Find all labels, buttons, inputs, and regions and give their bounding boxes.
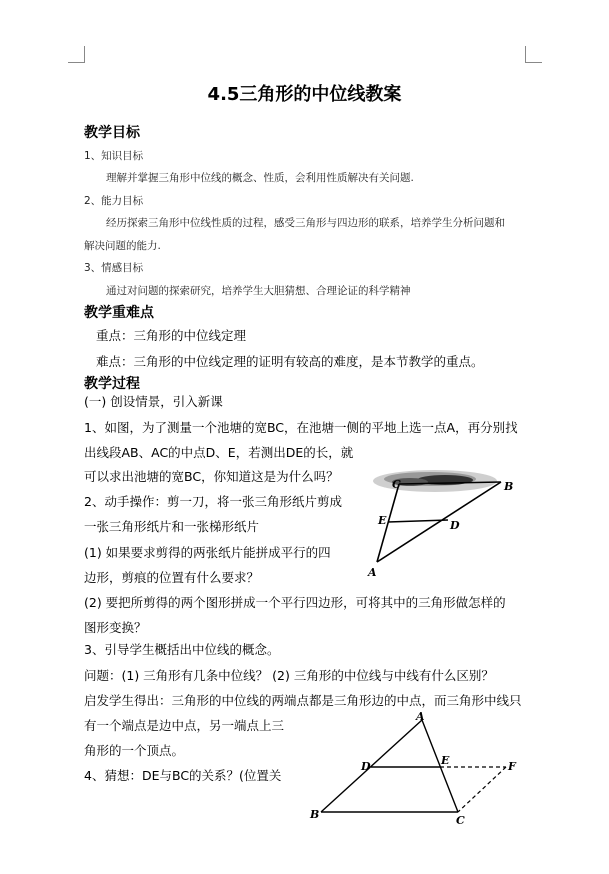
page-corner-mark-top-left (68, 46, 85, 63)
item2-q2-line1: (2) 要把所剪得的两个图形拼成一个平行四边形，可将其中的三角形做怎样的 (84, 595, 506, 610)
guide-line2: 有一个端点是边中点，另一端点上三 (84, 718, 285, 733)
guide-line1: 启发学生得出：三角形的中位线的两端点都是三角形边的中点，而三角形中线只 (84, 693, 522, 708)
segment-ab (321, 720, 422, 812)
label-d: D (361, 760, 371, 773)
item1-line1: 1、如图，为了测量一个池塘的宽BC，在池塘一侧的平地上选一点A，再分别找 (84, 420, 518, 435)
goal3-text: 通过对问题的探索研究，培养学生大胆猜想、合理论证的科学精神 (106, 285, 411, 297)
page-corner-mark-top-right (525, 46, 542, 63)
midline-triangle-figure (305, 710, 530, 825)
guide-line3: 角形的一个顶点。 (84, 743, 185, 758)
key-points-heading: 教学重难点 (84, 305, 154, 321)
segment-fc-dashed (458, 767, 506, 812)
label-b: B (310, 808, 320, 821)
pond-triangle-figure (360, 462, 530, 580)
label-c: C (392, 478, 401, 491)
label-b: B (504, 480, 514, 493)
segment-ac (422, 720, 458, 812)
item4: 4、猜想：DE与BC的关系？(位置关 (84, 768, 282, 783)
goal2-text-line2: 解决问题的能力. (84, 240, 161, 252)
label-c: C (456, 814, 465, 825)
goal3-label: 3、情感目标 (84, 262, 144, 274)
goal2-label: 2、能力目标 (84, 195, 144, 207)
item3: 3、引导学生概括出中位线的概念。 (84, 642, 280, 657)
question-line: 问题：(1) 三角形有几条中位线？ (2) 三角形的中位线与中线有什么区别？ (84, 668, 494, 683)
difficult-point: 难点：三角形的中位线定理的证明有较高的难度，是本节教学的重点。 (96, 354, 484, 369)
goal1-text: 理解并掌握三角形中位线的概念、性质，会利用性质解决有关问题. (106, 172, 414, 184)
label-e: E (378, 514, 387, 527)
item1-line2: 出线段AB、AC的中点D、E，若测出DE的长，就 (84, 445, 354, 460)
key-point: 重点：三角形的中位线定理 (96, 328, 247, 343)
label-e: E (441, 754, 450, 767)
item2-q2-line2: 图形变换？ (84, 620, 147, 635)
process-subheading: (一) 创设情景，引入新课 (84, 394, 223, 409)
goals-heading: 教学目标 (84, 125, 140, 141)
item2-q1-line1: (1) 如果要求剪得的两张纸片能拼成平行的四 (84, 545, 331, 560)
page-title: 4.5三角形的中位线教案 (207, 84, 402, 105)
process-heading: 教学过程 (84, 376, 140, 392)
item1-line3: 可以求出池塘的宽BC，你知道这是为什么吗？ (84, 469, 339, 484)
label-f: F (508, 760, 516, 773)
label-d: D (450, 519, 460, 532)
goal2-text-line1: 经历探索三角形中位线性质的过程，感受三角形与四边形的联系，培养学生分析问题和 (106, 217, 505, 229)
item2-line1: 2、动手操作：剪一刀，将一张三角形纸片剪成 (84, 494, 342, 509)
item2-q1-line2: 边形，剪痕的位置有什么要求？ (84, 570, 260, 585)
label-a: A (416, 710, 425, 723)
goal1-label: 1、知识目标 (84, 150, 144, 162)
label-a: A (368, 566, 377, 579)
item2-line2: 一张三角形纸片和一张梯形纸片 (84, 519, 260, 534)
